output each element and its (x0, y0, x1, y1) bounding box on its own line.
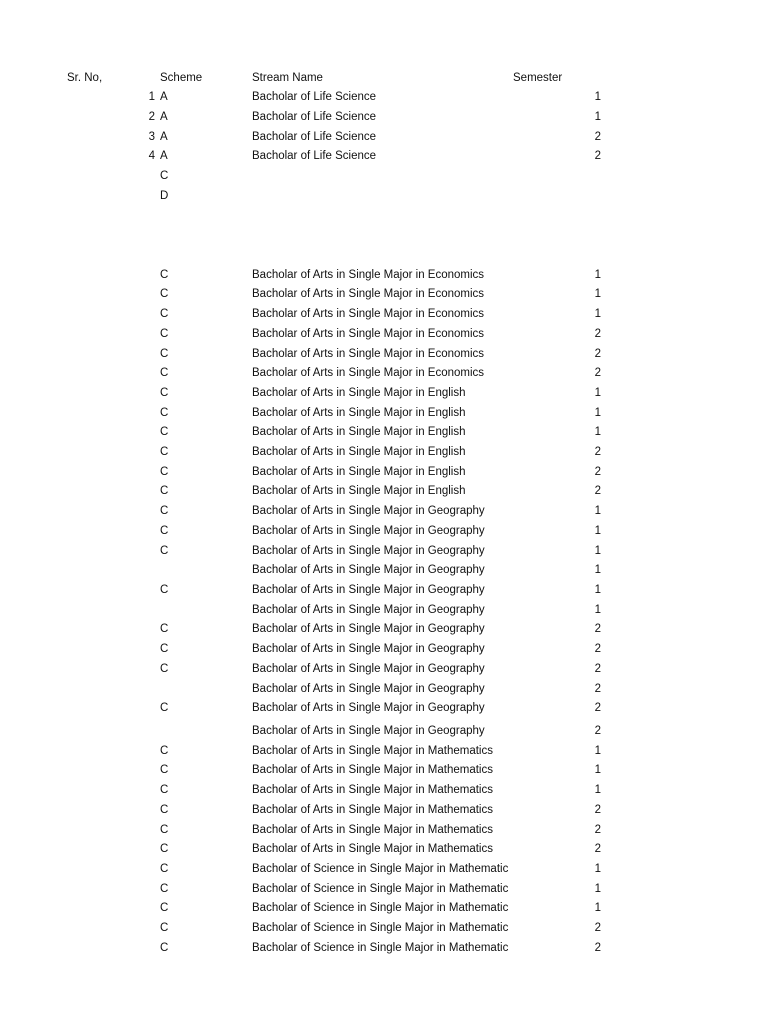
stream-name-cell: Bacholar of Arts in Single Major in Mathematics (252, 843, 493, 855)
stream-name-cell: Bacholar of Science in Single Major in Mathematic (252, 863, 509, 875)
table-row (0, 266, 768, 284)
stream-name-cell: Bacholar of Arts in Single Major in Mathematics (252, 824, 493, 836)
sr-no-cell (60, 722, 155, 740)
stream-name-cell: Bacholar of Arts in Single Major in Economics (252, 367, 485, 379)
stream-name-cell: Bacholar of Science in Single Major in Mathematic (252, 902, 509, 914)
scheme-cell: C (160, 545, 169, 557)
sr-no-cell (60, 620, 155, 638)
stream-name-cell: Bacholar of Arts in Single Major in Geography (252, 545, 485, 557)
semester-cell: 1 (594, 505, 601, 517)
sr-no-cell (60, 899, 155, 917)
table-row (0, 345, 768, 363)
header-row (0, 69, 768, 87)
table-row (0, 722, 768, 740)
stream-name-cell: Bacholar of Arts in Single Major in English (252, 426, 466, 438)
header-sr-no: Sr. No, (67, 72, 103, 84)
semester-cell: 2 (594, 683, 601, 695)
table-row (0, 443, 768, 461)
sr-no-cell (60, 561, 155, 579)
semester-cell (513, 167, 601, 185)
table-row (0, 620, 768, 638)
sr-no-cell (60, 305, 155, 323)
semester-cell: 1 (594, 387, 601, 399)
sr-no-cell (60, 542, 155, 560)
semester-cell: 2 (594, 348, 601, 360)
table-row (0, 939, 768, 957)
semester-cell: 2 (594, 643, 601, 655)
scheme-cell: C (160, 764, 169, 776)
table-row (0, 463, 768, 481)
sr-no-cell (60, 821, 155, 839)
stream-name-cell: Bacholar of Arts in Single Major in Economics (252, 288, 485, 300)
scheme-cell (160, 601, 240, 619)
semester-cell: 2 (594, 725, 601, 737)
semester-cell: 2 (594, 843, 601, 855)
table-row (0, 801, 768, 819)
scheme-cell: C (160, 269, 169, 281)
stream-name-cell: Bacholar of Arts in Single Major in Geography (252, 525, 485, 537)
scheme-cell: A (160, 111, 168, 123)
stream-name-cell (252, 187, 511, 205)
scheme-cell: A (160, 91, 168, 103)
scheme-cell: C (160, 328, 169, 340)
scheme-cell: C (160, 308, 169, 320)
stream-name-cell: Bacholar of Arts in Single Major in English (252, 446, 466, 458)
scheme-cell: C (160, 288, 169, 300)
scheme-cell: C (160, 525, 169, 537)
scheme-cell (160, 680, 240, 698)
semester-cell: 1 (594, 111, 601, 123)
table-row (0, 860, 768, 878)
table-row (0, 581, 768, 599)
sr-no-cell (60, 860, 155, 878)
table-row (0, 187, 768, 205)
semester-cell: 2 (594, 446, 601, 458)
semester-cell: 1 (594, 288, 601, 300)
semester-cell: 1 (594, 545, 601, 557)
table-row (0, 601, 768, 619)
stream-name-cell: Bacholar of Life Science (252, 111, 377, 123)
semester-cell: 2 (594, 150, 601, 162)
table-row (0, 522, 768, 540)
table-row (0, 742, 768, 760)
semester-cell: 2 (594, 466, 601, 478)
stream-name-cell: Bacholar of Arts in Single Major in Geography (252, 584, 485, 596)
sr-no-cell (60, 364, 155, 382)
semester-cell: 1 (594, 584, 601, 596)
sr-no-cell: 4 (148, 150, 155, 162)
table-row (0, 781, 768, 799)
stream-name-cell: Bacholar of Arts in Single Major in Geography (252, 623, 485, 635)
table-row (0, 384, 768, 402)
table-row (0, 680, 768, 698)
sr-no-cell (60, 919, 155, 937)
scheme-cell: C (160, 745, 169, 757)
scheme-cell: D (160, 190, 169, 202)
scheme-cell: C (160, 505, 169, 517)
sr-no-cell: 3 (148, 131, 155, 143)
table-row (0, 325, 768, 343)
stream-name-cell: Bacholar of Life Science (252, 150, 377, 162)
semester-cell: 1 (594, 269, 601, 281)
table-row (0, 542, 768, 560)
scheme-cell: C (160, 485, 169, 497)
semester-cell (513, 187, 601, 205)
scheme-cell: C (160, 643, 169, 655)
scheme-cell: C (160, 663, 169, 675)
table-row (0, 699, 768, 717)
table-row (0, 640, 768, 658)
stream-name-cell: Bacholar of Arts in Single Major in English (252, 466, 466, 478)
table-row (0, 108, 768, 126)
scheme-cell (160, 722, 240, 740)
sr-no-cell (60, 640, 155, 658)
scheme-cell: C (160, 426, 169, 438)
sr-no-cell (60, 285, 155, 303)
scheme-cell: C (160, 804, 169, 816)
semester-cell: 1 (594, 784, 601, 796)
scheme-cell: C (160, 407, 169, 419)
sr-no-cell (60, 443, 155, 461)
sr-no-cell: 2 (148, 111, 155, 123)
stream-name-cell: Bacholar of Arts in Single Major in English (252, 387, 466, 399)
table-row (0, 919, 768, 937)
table-row (0, 840, 768, 858)
stream-name-cell: Bacholar of Arts in Single Major in English (252, 407, 466, 419)
header-scheme: Scheme (160, 72, 203, 84)
stream-name-cell: Bacholar of Arts in Single Major in Geography (252, 725, 485, 737)
semester-cell: 2 (594, 922, 601, 934)
sr-no-cell (60, 699, 155, 717)
table-row (0, 305, 768, 323)
semester-cell: 1 (594, 564, 601, 576)
sr-no-cell: 1 (148, 91, 155, 103)
table-row (0, 880, 768, 898)
semester-cell: 2 (594, 804, 601, 816)
stream-name-cell: Bacholar of Arts in Single Major in Mathematics (252, 804, 493, 816)
semester-cell: 2 (594, 824, 601, 836)
stream-name-cell: Bacholar of Arts in Single Major in Geography (252, 643, 485, 655)
semester-cell: 1 (594, 308, 601, 320)
stream-name-cell: Bacholar of Science in Single Major in Mathematic (252, 922, 509, 934)
semester-cell: 2 (594, 663, 601, 675)
header-stream-name: Stream Name (252, 72, 323, 84)
table-row (0, 561, 768, 579)
table-row (0, 285, 768, 303)
sr-no-cell (60, 801, 155, 819)
sr-no-cell (60, 167, 155, 185)
table-row (0, 821, 768, 839)
sr-no-cell (60, 522, 155, 540)
sr-no-cell (60, 880, 155, 898)
scheme-cell: C (160, 367, 169, 379)
semester-cell: 1 (594, 91, 601, 103)
table-row (0, 482, 768, 500)
header-semester: Semester (513, 72, 563, 84)
sr-no-cell (60, 423, 155, 441)
stream-name-cell: Bacholar of Arts in Single Major in Mathematics (252, 784, 493, 796)
semester-cell: 1 (594, 764, 601, 776)
table-row (0, 899, 768, 917)
table-row (0, 502, 768, 520)
stream-name-cell: Bacholar of Arts in Single Major in English (252, 485, 466, 497)
scheme-cell: C (160, 466, 169, 478)
scheme-cell: C (160, 902, 169, 914)
stream-name-cell: Bacholar of Arts in Single Major in Geography (252, 683, 485, 695)
sr-no-cell (60, 761, 155, 779)
table-row (0, 147, 768, 165)
scheme-cell: C (160, 863, 169, 875)
scheme-cell: C (160, 942, 169, 954)
stream-name-cell: Bacholar of Arts in Single Major in Mathematics (252, 764, 493, 776)
sr-no-cell (60, 781, 155, 799)
table-row (0, 167, 768, 185)
semester-cell: 2 (594, 485, 601, 497)
scheme-cell: C (160, 584, 169, 596)
semester-cell: 1 (594, 426, 601, 438)
sr-no-cell (60, 601, 155, 619)
scheme-cell: C (160, 387, 169, 399)
scheme-cell: C (160, 843, 169, 855)
sr-no-cell (60, 680, 155, 698)
stream-name-cell: Bacholar of Science in Single Major in Mathematic (252, 883, 509, 895)
scheme-cell: C (160, 348, 169, 360)
scheme-cell: C (160, 883, 169, 895)
semester-cell: 2 (594, 131, 601, 143)
sr-no-cell (60, 187, 155, 205)
table-row (0, 364, 768, 382)
sr-no-cell (60, 581, 155, 599)
scheme-cell (160, 561, 240, 579)
stream-name-cell: Bacholar of Life Science (252, 131, 377, 143)
sr-no-cell (60, 384, 155, 402)
sr-no-cell (60, 502, 155, 520)
stream-name-cell: Bacholar of Arts in Single Major in Economics (252, 269, 485, 281)
scheme-cell: C (160, 784, 169, 796)
stream-name-cell: Bacholar of Arts in Single Major in Economics (252, 308, 485, 320)
scheme-cell: A (160, 131, 168, 143)
table-row (0, 128, 768, 146)
semester-cell: 1 (594, 525, 601, 537)
table-row (0, 88, 768, 106)
semester-cell: 1 (594, 863, 601, 875)
stream-name-cell: Bacholar of Arts in Single Major in Geography (252, 702, 485, 714)
table-row (0, 660, 768, 678)
semester-cell: 2 (594, 702, 601, 714)
stream-name-cell: Bacholar of Arts in Single Major in Economics (252, 328, 485, 340)
table-row (0, 423, 768, 441)
sr-no-cell (60, 463, 155, 481)
scheme-cell: C (160, 446, 169, 458)
table-row (0, 404, 768, 422)
stream-name-cell: Bacholar of Life Science (252, 91, 377, 103)
sr-no-cell (60, 266, 155, 284)
sr-no-cell (60, 325, 155, 343)
semester-cell: 2 (594, 942, 601, 954)
scheme-cell: C (160, 702, 169, 714)
scheme-cell: A (160, 150, 168, 162)
stream-name-cell: Bacholar of Arts in Single Major in Geography (252, 604, 485, 616)
scheme-cell: C (160, 170, 169, 182)
scheme-cell: C (160, 824, 169, 836)
semester-cell: 1 (594, 407, 601, 419)
stream-name-cell: Bacholar of Arts in Single Major in Geography (252, 663, 485, 675)
stream-name-cell: Bacholar of Arts in Single Major in Mathematics (252, 745, 493, 757)
stream-name-cell (252, 167, 511, 185)
scheme-cell: C (160, 922, 169, 934)
semester-cell: 1 (594, 883, 601, 895)
stream-name-cell: Bacholar of Arts in Single Major in Geography (252, 564, 485, 576)
sr-no-cell (60, 345, 155, 363)
semester-cell: 2 (594, 367, 601, 379)
stream-name-cell: Bacholar of Arts in Single Major in Economics (252, 348, 485, 360)
semester-cell: 1 (594, 604, 601, 616)
sr-no-cell (60, 660, 155, 678)
sr-no-cell (60, 482, 155, 500)
scheme-cell: C (160, 623, 169, 635)
table-row (0, 761, 768, 779)
semester-cell: 2 (594, 623, 601, 635)
sr-no-cell (60, 939, 155, 957)
sr-no-cell (60, 742, 155, 760)
sr-no-cell (60, 840, 155, 858)
stream-name-cell: Bacholar of Arts in Single Major in Geography (252, 505, 485, 517)
sr-no-cell (60, 404, 155, 422)
semester-cell: 1 (594, 745, 601, 757)
semester-cell: 2 (594, 328, 601, 340)
stream-name-cell: Bacholar of Science in Single Major in Mathematic (252, 942, 509, 954)
semester-cell: 1 (594, 902, 601, 914)
